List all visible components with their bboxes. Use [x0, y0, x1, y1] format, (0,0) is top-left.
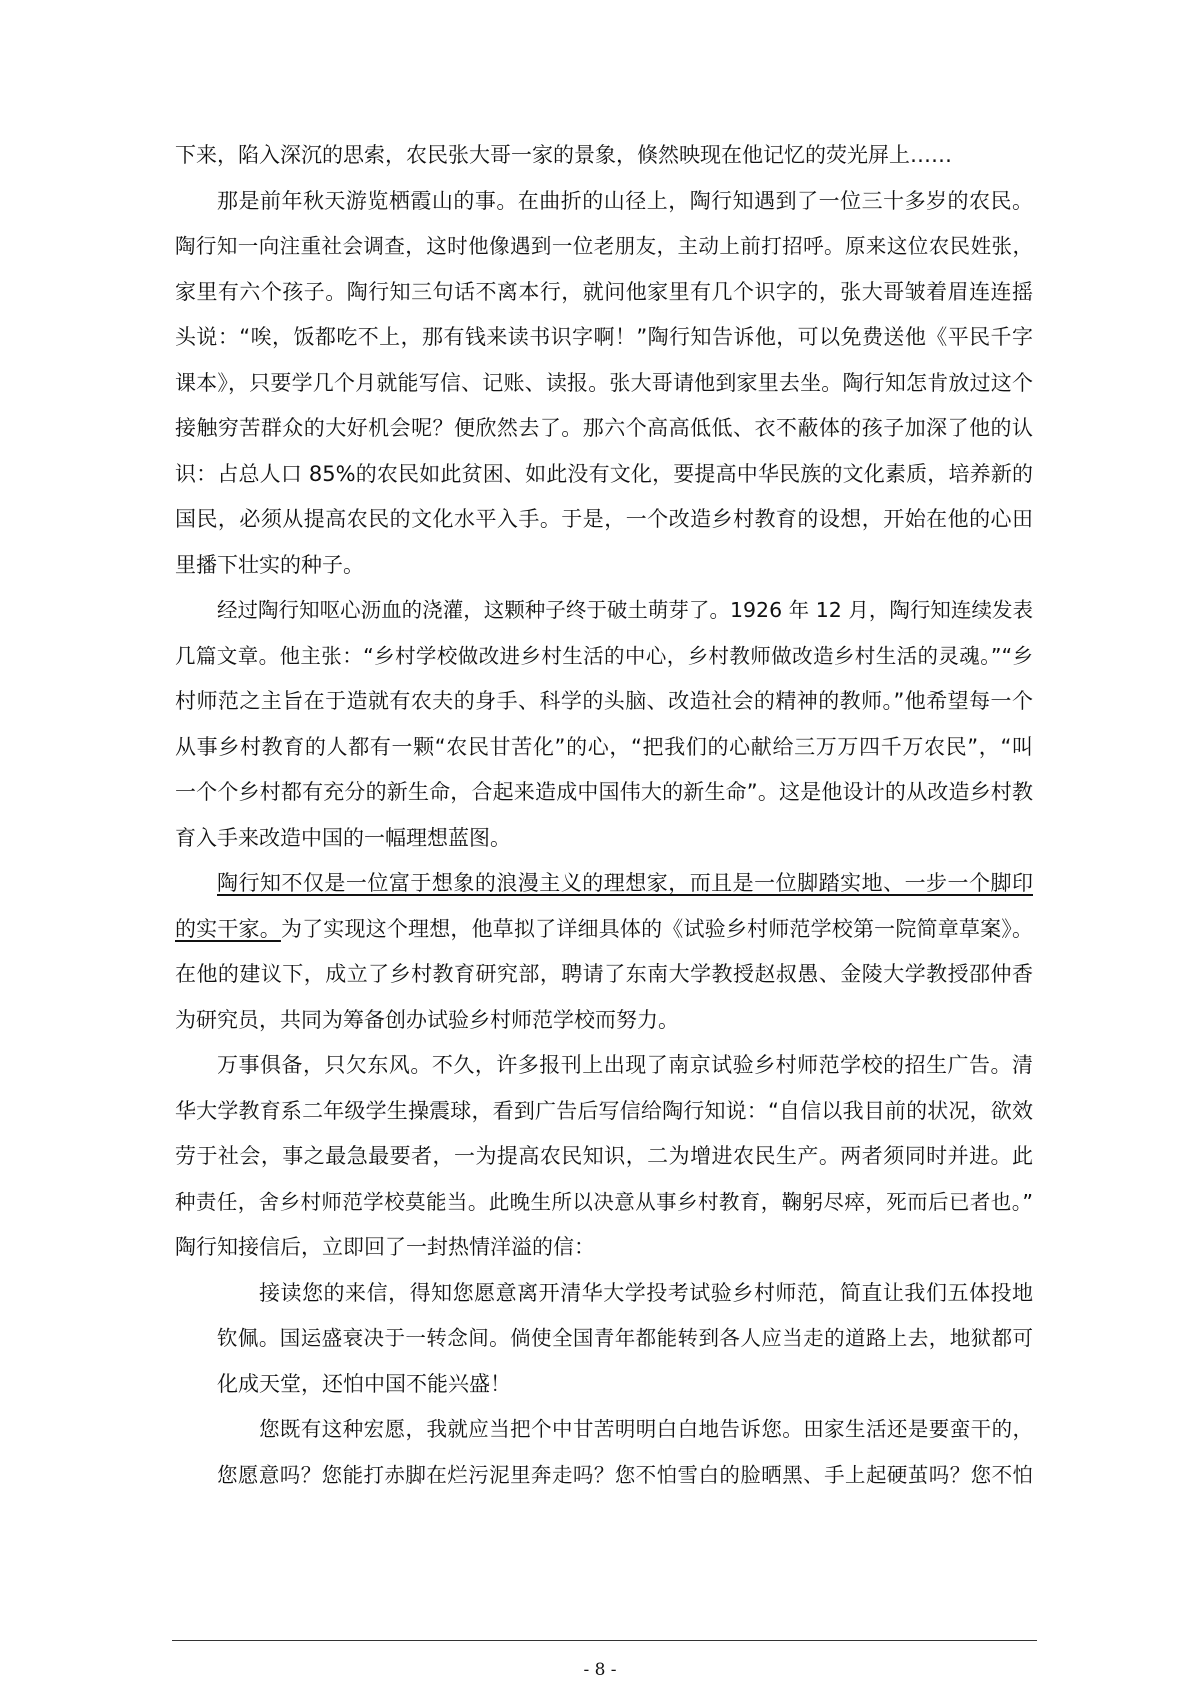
letter-line: 钦佩。国运盛衰决于一转念间。倘使全国青年都能转到各人应当走的道路上去，地狱都可: [217, 1326, 1033, 1350]
text-line: 接触穷苦群众的大好机会呢？便欣然去了。那六个高高低低、衣不蔽体的孩子加深了他的认: [175, 416, 1033, 440]
text-line: 村师范之主旨在于造就有农夫的身手、科学的头脑、改造社会的精神的教师。”他希望每一个: [175, 689, 1033, 713]
text-line: 课本》，只要学几个月就能写信、记账、读报。张大哥请他到家里去坐。陶行知怎肯放过这个: [175, 370, 1033, 395]
text-line: [175, 916, 1033, 941]
text-line: 识：占总人口 85%的农民如此贫困、如此没有文化，要提高中华民族的文化素质，培养新的: [175, 461, 1033, 486]
sentence: 为了实现这个理想，他草拟了详细具体的《试验乡村师范学校第一院简章草案》。: [280, 916, 1033, 941]
page-number: - 8 -: [583, 1660, 617, 1680]
underlined-sentence: 的实干家。: [175, 916, 281, 941]
text-line: 在他的建议下，成立了乡村教育研究部，聘请了东南大学教授赵叔愚、金陵大学教授邵仲香: [175, 962, 1033, 986]
text-line: 几篇文章。他主张：“乡村学校做改进乡村生活的中心，乡村教师做改造乡村生活的灵魂。”“乡: [175, 643, 1033, 668]
text-line: 经过陶行知呕心沥血的浇灌，这颗种子终于破土萌芽了。1926 年 12 月，陶行知连续发表: [217, 598, 1033, 622]
underlined-sentence: 陶行知不仅是一位富于想象的浪漫主义的理想家，而且是一位脚踏实地、一步一个脚印: [217, 871, 1033, 895]
text-line: 里播下壮实的种子。: [175, 552, 364, 577]
letter-line: 您既有这种宏愿，我就应当把个中甘苦明明白白地告诉您。田家生活还是要蛮干的，: [259, 1417, 1033, 1441]
text-line: 家里有六个孩子。陶行知三句话不离本行，就问他家里有几个识字的，张大哥皱着眉连连摇: [175, 279, 1033, 304]
text-line: 那是前年秋天游览栖霞山的事。在曲折的山径上，陶行知遇到了一位三十多岁的农民。: [217, 188, 1033, 213]
text-line: 种责任，舍乡村师范学校莫能当。此晚生所以决意从事乡村教育，鞠躬尽瘁，死而后已者也。”: [175, 1189, 1033, 1214]
text-line: 万事俱备，只欠东风。不久，许多报刊上出现了南京试验乡村师范学校的招生广告。清: [217, 1053, 1033, 1077]
text-line: 国民，必须从提高农民的文化水平入手。于是，一个改造乡村教育的设想，开始在他的心田: [175, 507, 1033, 531]
text-line: 华大学教育系二年级学生操震球，看到广告后写信给陶行知说：“自信以我目前的状况，欲效: [175, 1098, 1033, 1123]
letter-line: 接读您的来信，得知您愿意离开清华大学投考试验乡村师范，简直让我们五体投地: [259, 1280, 1033, 1305]
text-line: [175, 873, 1033, 894]
text-line: 育入手来改造中国的一幅理想蓝图。: [175, 825, 511, 850]
text-line: 劳于社会，事之最急最要者，一为提高农民知识，二为增进农民生产。两者须同时并进。此: [175, 1144, 1033, 1168]
text-line: 为研究员，共同为筹备创办试验乡村师范学校而努力。: [175, 1007, 679, 1032]
text-line: 从事乡村教育的人都有一颗“农民甘苦化”的心，“把我们的心献给三万万四千万农民”，“叫: [175, 734, 1033, 759]
text-line: 下来，陷入深沉的思索，农民张大哥一家的景象，倏然映现在他记忆的荧光屏上……: [175, 143, 952, 167]
letter-line: 您愿意吗？您能打赤脚在烂污泥里奔走吗？您不怕雪白的脸晒黑、手上起硬茧吗？您不怕: [217, 1462, 1033, 1487]
letter-line: 化成天堂，还怕中国不能兴盛！: [217, 1371, 511, 1396]
text-line: 陶行知接信后，立即回了一封热情洋溢的信：: [175, 1235, 595, 1259]
text-line: 陶行知一向注重社会调查，这时他像遇到一位老朋友，主动上前打招呼。原来这位农民姓张，: [175, 234, 1033, 258]
footer-rule: [172, 1640, 1037, 1641]
text-line: 一个个乡村都有充分的新生命，合起来造成中国伟大的新生命”。这是他设计的从改造乡村教: [175, 780, 1033, 804]
text-line: 头说：“唉，饭都吃不上，那有钱来读书识字啊！”陶行知告诉他，可以免费送他《平民千字: [175, 325, 1033, 349]
article-body: [175, 145, 1033, 1510]
